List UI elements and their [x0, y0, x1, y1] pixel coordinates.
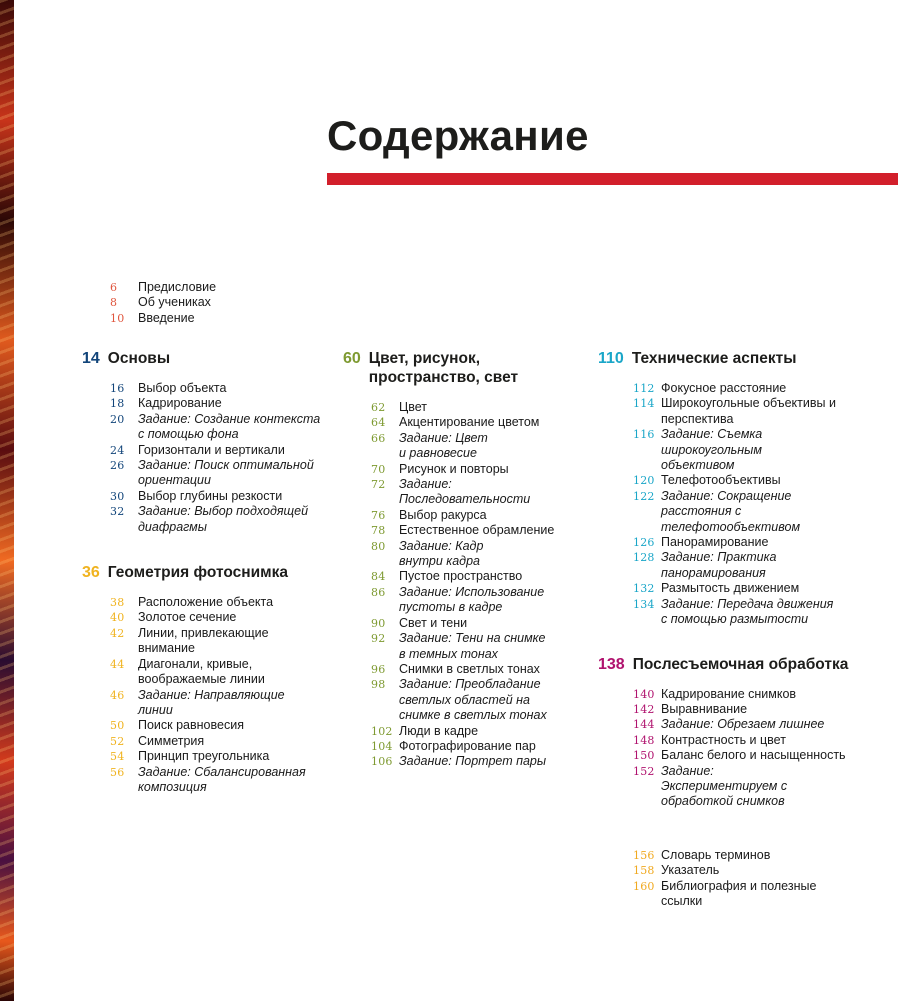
entry-title: Фокусное расстояние: [661, 381, 787, 395]
end-matter-list: [633, 848, 870, 910]
entry-title: Принцип треугольника: [138, 749, 270, 764]
page-number: 114: [633, 397, 655, 411]
page-number: 8: [110, 296, 118, 310]
entry-title: Панорамирование: [661, 535, 769, 550]
page-number: 134: [633, 597, 655, 611]
page-number: 80: [371, 539, 386, 553]
entry-title: Размытость движением: [661, 581, 800, 596]
toc-entry[interactable]: [110, 489, 322, 504]
page-number: 86: [371, 585, 386, 599]
entry-title: Выбор глубины резкости: [138, 488, 283, 503]
entry-title: Введение: [138, 310, 195, 325]
entry-title: Задание: Выбор подходящей диафрагмы: [138, 504, 309, 534]
entry-title: Пустое пространство: [399, 569, 523, 584]
toc-entry[interactable]: [633, 581, 870, 596]
entry-title: Свет и тени: [399, 615, 468, 630]
page-number: 142: [633, 702, 655, 716]
toc-entry[interactable]: [110, 412, 322, 443]
toc-entry[interactable]: [371, 724, 583, 739]
page-number: 98: [371, 678, 386, 692]
entry-title: Указатель: [661, 863, 720, 878]
toc-entry[interactable]: [633, 396, 870, 427]
page-number: 128: [633, 551, 655, 565]
toc-entry[interactable]: [371, 539, 583, 570]
toc-entry[interactable]: [371, 477, 583, 508]
toc-entry[interactable]: [633, 733, 870, 748]
entry-title: Задание: Портрет пары: [399, 754, 547, 769]
page-number: 30: [110, 489, 125, 503]
page-number: 104: [371, 739, 393, 753]
toc-entry[interactable]: [110, 458, 322, 489]
entry-title: Выравнивание: [661, 701, 748, 716]
toc-entry[interactable]: [371, 431, 583, 462]
page-number: 112: [633, 382, 655, 395]
toc-entry[interactable]: [371, 662, 583, 677]
entry-title: Горизонтали и вертикали: [138, 442, 285, 457]
page-number: 148: [633, 733, 655, 747]
entry-title: Акцентирование цветом: [399, 415, 540, 430]
section-title: Геометрия фотоснимка: [107, 564, 288, 582]
toc-entry[interactable]: [371, 462, 583, 477]
page-number: 70: [371, 462, 386, 476]
page-number: 84: [371, 570, 386, 584]
toc-entry[interactable]: [110, 381, 322, 396]
toc-column-3: [598, 349, 870, 909]
toc-entry[interactable]: [633, 879, 870, 910]
page-number: 20: [110, 412, 125, 426]
entry-title: Предисловие: [138, 280, 217, 294]
entry-title: Линии, привлекающие внимание: [138, 625, 269, 656]
toc-entry[interactable]: [371, 508, 583, 523]
page-number: 52: [110, 734, 125, 748]
toc-entry[interactable]: [633, 489, 870, 535]
entry-title: Диагонали, кривые, воображаемые линии: [138, 656, 265, 687]
entry-title: Естественное обрамление: [399, 523, 555, 538]
page-number: 72: [371, 478, 386, 492]
entry-title: Кадрирование снимков: [661, 686, 797, 701]
toc-entry[interactable]: [371, 754, 583, 769]
toc-entry[interactable]: [633, 427, 870, 473]
toc-entry[interactable]: [633, 848, 870, 863]
entry-title: Задание: Поиск оптимальной ориентации: [138, 458, 314, 488]
section-page-number: 60: [343, 350, 361, 367]
page-number: 76: [371, 508, 386, 522]
toc-entry[interactable]: [633, 702, 870, 717]
page-number: 92: [371, 632, 386, 646]
toc-entry[interactable]: [633, 550, 870, 581]
entry-title: Телефотообъективы: [661, 473, 781, 488]
toc-entry[interactable]: [110, 657, 322, 688]
section-heading[interactable]: [598, 655, 870, 674]
page-number: 42: [110, 626, 125, 640]
intro-list: [110, 280, 310, 326]
toc-entry[interactable]: [371, 569, 583, 584]
entry-title: Расположение объекта: [138, 595, 274, 610]
page-number: 126: [633, 536, 655, 550]
toc-entry[interactable]: [371, 677, 583, 723]
toc-entry[interactable]: [633, 687, 870, 702]
toc-entry[interactable]: [110, 595, 322, 610]
entry-title: Задание: Преобладание светлых областей на снимке в светлых тонах: [399, 677, 547, 723]
page-number: 56: [110, 765, 125, 779]
entry-title: Золотое сечение: [138, 610, 237, 625]
page-number: 6: [110, 281, 118, 294]
page-number: 66: [371, 431, 386, 445]
entry-title: Контрастность и цвет: [661, 732, 786, 747]
toc-entry[interactable]: [110, 626, 322, 657]
page-number: 24: [110, 443, 125, 457]
page-number: 96: [371, 662, 386, 676]
page-number: 78: [371, 524, 386, 538]
section-title: Основы: [107, 350, 171, 367]
page-number: 40: [110, 611, 125, 625]
toc-section: [82, 349, 322, 535]
entry-title: Кадрирование: [138, 396, 222, 411]
entry-title: Фотографирование пар: [399, 738, 536, 753]
toc-entry[interactable]: [633, 863, 870, 878]
entry-title: Задание: Последовательности: [399, 477, 531, 507]
entry-title: Библиография и полезные ссылки: [661, 878, 817, 908]
toc-entry[interactable]: [371, 631, 583, 662]
page-number: 38: [110, 596, 125, 610]
entry-title: Задание: Направляющие линии: [138, 687, 285, 717]
page-number: 152: [633, 764, 655, 778]
entry-title: Задание: Использование пустоты в кадре: [399, 584, 545, 615]
entry-title: Задание: Экспериментируем с обработкой снимков: [661, 763, 788, 809]
entry-title: Задание: Создание контекста с помощью фона: [138, 411, 321, 442]
cover-edge-strip: [0, 0, 14, 1001]
section-heading[interactable]: [82, 349, 322, 368]
toc-section: [343, 349, 583, 770]
toc-section: [598, 349, 870, 628]
toc-entry[interactable]: [110, 734, 322, 749]
toc-entry[interactable]: [110, 749, 322, 764]
page-number: 32: [110, 505, 125, 519]
toc-column-1: [82, 349, 322, 795]
section-heading[interactable]: [343, 349, 583, 387]
toc-entry[interactable]: [110, 280, 310, 295]
page-number: 160: [633, 879, 655, 893]
entry-title: Цвет: [399, 400, 428, 414]
entry-title: Задание: Кадр внутри кадра: [399, 538, 484, 569]
entry-title: Рисунок и повторы: [399, 461, 509, 476]
section-heading[interactable]: [82, 563, 322, 582]
page-number: 140: [633, 687, 655, 701]
page-number: 106: [371, 755, 393, 769]
entry-title: Об учениках: [138, 295, 211, 310]
toc-entry[interactable]: [633, 748, 870, 763]
toc-entry[interactable]: [110, 765, 322, 796]
section-title: Послесъемочная обработка: [632, 655, 849, 673]
page-number: 102: [371, 724, 393, 738]
page-number: 10: [110, 311, 125, 325]
section-page-number: 36: [82, 564, 100, 582]
page-number: 18: [110, 397, 125, 411]
page-number: 144: [633, 718, 655, 732]
toc-entry[interactable]: [371, 739, 583, 754]
entry-title: Выбор ракурса: [399, 507, 487, 522]
toc-entry[interactable]: [633, 535, 870, 550]
toc-entry[interactable]: [371, 616, 583, 631]
page-number: 90: [371, 616, 386, 630]
toc-entry[interactable]: [371, 523, 583, 538]
toc-entry[interactable]: [110, 504, 322, 535]
page-number: 116: [633, 428, 655, 442]
page-number: 62: [371, 401, 386, 414]
section-title: Цвет, рисунок, пространство, свет: [368, 350, 519, 386]
entry-title: Задание: Съемка широкоугольным объективом: [661, 427, 763, 473]
toc-entry[interactable]: [110, 443, 322, 458]
entry-title: Снимки в светлых тонах: [399, 661, 540, 676]
entry-title: Задание: Практика панорамирования: [661, 550, 777, 580]
page-title: Содержание: [327, 112, 589, 159]
entry-title: Поиск равновесия: [138, 718, 244, 733]
section-title: Технические аспекты: [631, 350, 797, 367]
entry-title: Задание: Сокращение расстояния с телефотообъективом: [661, 488, 801, 534]
page-number: 156: [633, 848, 655, 862]
toc-entry[interactable]: [110, 718, 322, 733]
toc-entry[interactable]: [633, 473, 870, 488]
page-number: 50: [110, 719, 125, 733]
toc-entry[interactable]: [371, 400, 583, 415]
toc-entry[interactable]: [110, 610, 322, 625]
entry-title: Задание: Обрезаем лишнее: [661, 717, 825, 732]
section-page-number: 138: [598, 655, 625, 673]
page-number: 16: [110, 382, 125, 395]
page-number: 44: [110, 657, 125, 671]
toc-entry[interactable]: [110, 688, 322, 719]
toc-column-2: [343, 349, 583, 770]
entry-title: Задание: Тени на снимке в темных тонах: [399, 631, 546, 661]
toc-entry[interactable]: [633, 381, 870, 396]
page-number: 26: [110, 459, 125, 473]
toc-entry[interactable]: [110, 311, 310, 326]
entry-title: Баланс белого и насыщенность: [661, 748, 846, 763]
toc-entry[interactable]: [110, 295, 310, 310]
page-number: 122: [633, 489, 655, 503]
toc-section: [82, 563, 322, 795]
toc-entry[interactable]: [371, 415, 583, 430]
entry-title: Люди в кадре: [399, 723, 479, 738]
section-heading[interactable]: [598, 349, 870, 368]
section-page-number: 14: [82, 350, 100, 367]
page-number: 150: [633, 749, 655, 763]
toc-entry[interactable]: [633, 764, 870, 810]
entry-title: Задание: Передача движения с помощью размытости: [661, 596, 834, 627]
entry-title: Широкоугольные объективы и перспектива: [661, 396, 836, 426]
entry-title: Задание: Сбалансированная композиция: [138, 764, 306, 794]
page-number: 46: [110, 688, 125, 702]
section-page-number: 110: [598, 350, 624, 367]
page-number: 158: [633, 864, 655, 878]
toc-entry[interactable]: [371, 585, 583, 616]
entry-title: Выбор объекта: [138, 381, 227, 395]
entry-title: Словарь терминов: [661, 847, 771, 862]
page-number: 132: [633, 582, 655, 596]
entry-title: Задание: Цвет и равновесие: [399, 430, 488, 461]
page-number: 120: [633, 474, 655, 488]
entry-title: Симметрия: [138, 733, 205, 748]
toc-entry[interactable]: [633, 597, 870, 628]
page-number: 54: [110, 750, 125, 764]
page-number: 64: [371, 416, 386, 430]
toc-entry[interactable]: [110, 396, 322, 411]
toc-entry[interactable]: [633, 717, 870, 732]
title-rule: [327, 173, 898, 185]
toc-section: [598, 655, 870, 810]
